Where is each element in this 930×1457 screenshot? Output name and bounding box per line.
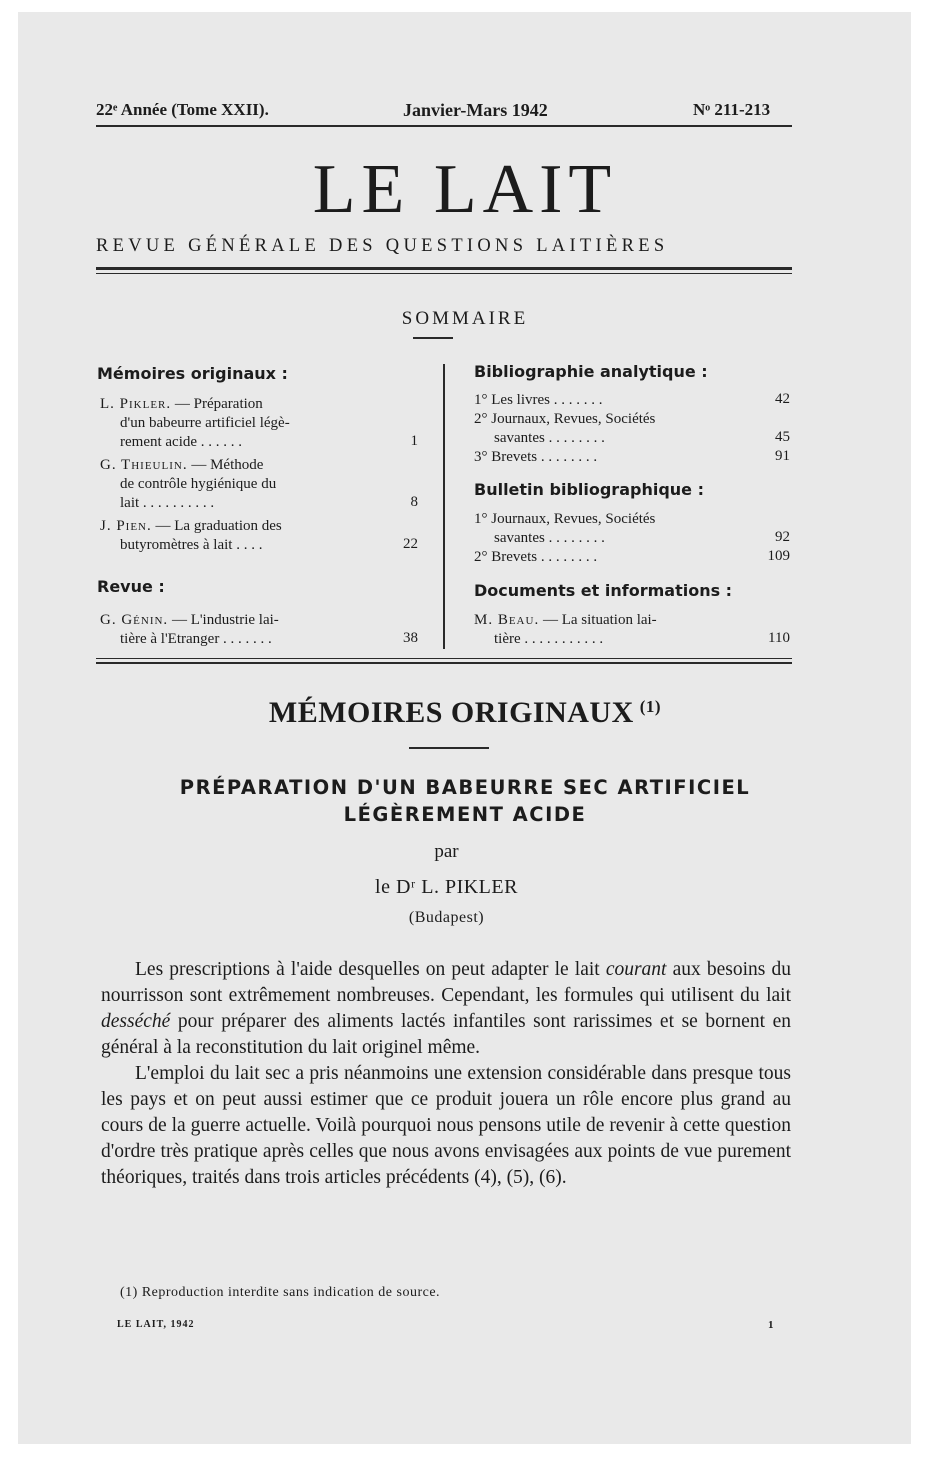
article-title-line-1: PRÉPARATION D'UN BABEURRE SEC ARTIFICIEL [179, 776, 751, 799]
italic-run: desséché [101, 1011, 171, 1032]
toc-bulletin-1: 1° Journaux, Revues, Sociétés [474, 511, 656, 527]
toc-entry-genin [100, 611, 279, 649]
toc-author: G. Thieulin. [100, 457, 188, 473]
toc-page-number: 1 [410, 433, 418, 449]
paragraph-2: L'emploi du lait sec a pris néanmoins une extension considérable dans presque tous les pays et on peut aussi estimer que ce produit jouera un rôle encore plus grand au cours de la guerre actuelle. Voilà pourquoi nous pensons utile de revenir à cette question d'ordre très pratique après celles que nous avons envisagées aux points de vue purement théoriques, traités dans trois articles précédents (4), (5), (6). [101, 1063, 791, 1188]
toc-entry-pien [100, 517, 282, 555]
toc-biblio-2: 2° Journaux, Revues, Sociétés [474, 411, 656, 427]
toc-author: L. Pikler. [100, 396, 172, 412]
article-body [101, 957, 791, 1191]
toc-text: — Préparation [171, 396, 263, 412]
toc-page-number: 42 [775, 391, 790, 407]
footnote-marker: (1) [639, 697, 662, 716]
toc-page-number: 110 [768, 630, 790, 646]
footnote: (1) Reproduction interdite sans indication de source. [120, 1285, 441, 1300]
section-heading-text: MÉMOIRES ORIGINAUX [268, 696, 634, 729]
documents-heading: Documents et informations : [474, 581, 733, 600]
memoires-originaux-heading: Mémoires originaux : [97, 364, 288, 383]
toc-text: — La situation lai- [539, 612, 657, 628]
revue-heading: Revue : [97, 577, 165, 596]
masthead-rule-top [96, 267, 792, 270]
journal-subtitle: REVUE GÉNÉRALE DES QUESTIONS LAITIÈRES [96, 236, 669, 256]
journal-title: LE LAIT [312, 151, 618, 228]
bulletin-heading: Bulletin bibliographique : [474, 480, 704, 499]
article-title-line-2: LÉGÈREMENT ACIDE [343, 803, 587, 826]
italic-run: courant [605, 959, 667, 980]
sommaire-rule-top [96, 658, 792, 659]
masthead-rule-bottom [96, 273, 792, 274]
text-run: aux besoins du nourrisson sont extrêmement nombreuses. Cependant, les formules qui utilisent du lait [101, 959, 792, 1006]
year-volume: 22ᵉ Année (Tome XXII). [96, 100, 269, 119]
article-author: le Dʳ L. PIKLER [375, 876, 518, 898]
section-rule [409, 747, 489, 749]
sommaire-heading: SOMMAIRE [401, 308, 529, 329]
article-by: par [434, 841, 459, 862]
toc-entry-pikler [100, 395, 290, 452]
toc-text: — La graduation des [151, 518, 282, 534]
footer-journal: LE LAIT, 1942 [117, 1319, 195, 1330]
toc-page-number: 22 [403, 536, 418, 552]
toc-author: J. Pien. [100, 518, 152, 534]
sommaire-rule [413, 337, 453, 339]
toc-biblio-1: 1° Les livres . . . . . . . [474, 392, 603, 408]
toc-page-number: 109 [767, 548, 790, 564]
toc-biblio-2-cont: savantes . . . . . . . . [494, 430, 605, 446]
toc-text: lait . . . . . . . . . . [120, 495, 215, 511]
toc-text: rement acide . . . . . . [120, 434, 243, 450]
header-rule [96, 125, 792, 127]
toc-text: tière à l'Etranger . . . . . . . [120, 631, 272, 647]
sommaire-rule-bottom [96, 662, 792, 664]
toc-text: — L'industrie lai- [168, 612, 279, 628]
section-heading [0, 696, 930, 730]
toc-text: tière . . . . . . . . . . . [494, 631, 604, 647]
text-run: Les prescriptions à l'aide desquelles on peut adapter le lait [135, 959, 606, 980]
toc-page-number: 91 [775, 448, 790, 464]
sommaire-column-divider [443, 364, 445, 649]
toc-biblio-3: 3° Brevets . . . . . . . . [474, 449, 598, 465]
toc-author: G. Génin. [100, 612, 169, 628]
toc-text: d'un babeurre artificiel légè- [120, 415, 290, 431]
toc-page-number: 92 [775, 529, 790, 545]
toc-text: butyromètres à lait . . . . [120, 537, 263, 553]
toc-author: M. Beau. [474, 612, 540, 628]
issue-number: Nᵒ 211-213 [693, 100, 771, 119]
toc-page-number: 38 [403, 630, 418, 646]
article-place: (Budapest) [408, 909, 485, 926]
toc-bulletin-1-cont: savantes . . . . . . . . [494, 530, 605, 546]
toc-page-number: 8 [410, 494, 418, 510]
issue-date: Janvier-Mars 1942 [403, 100, 548, 120]
toc-text: de contrôle hygiénique du [120, 476, 277, 492]
footer-page-number: 1 [768, 1319, 774, 1331]
paragraph-1 [101, 957, 791, 1061]
toc-page-number: 45 [775, 429, 790, 445]
text-run: pour préparer des aliments lactés infantiles sont rarissimes et se bornent en général à la reconstitution du lait originel même. [101, 1011, 791, 1058]
toc-bulletin-2: 2° Brevets . . . . . . . . [474, 549, 598, 565]
bibliographie-heading: Bibliographie analytique : [474, 362, 708, 381]
toc-entry-thieulin [100, 456, 276, 513]
toc-entry-beau [474, 611, 657, 649]
toc-text: — Méthode [187, 457, 264, 473]
